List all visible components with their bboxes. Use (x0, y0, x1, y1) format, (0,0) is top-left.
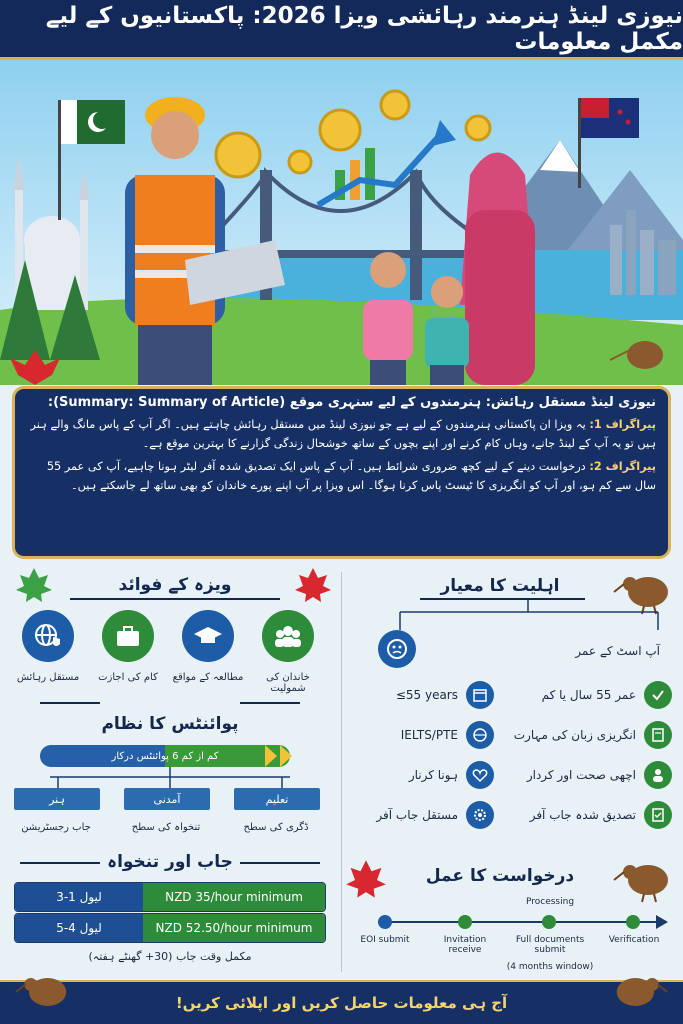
jobs-rule-left (20, 862, 100, 864)
process-step-label: Full documents submit (515, 935, 585, 955)
briefcase-icon (102, 610, 154, 662)
face-icon (378, 630, 416, 668)
page-title: نیوزی لینڈ ہنرمند رہائشی ویزا 2026: پاکستانیوں کے لیے مکمل معلومات (45, 2, 683, 55)
points-progress-bar (40, 745, 290, 767)
points-bar-text: کم از کم 6 پوائنٹس درکار (111, 750, 219, 762)
eligibility-connector (390, 600, 670, 630)
benefit-family (248, 610, 328, 694)
kiwi-bird-icon (613, 968, 669, 1016)
process-step-dot (626, 915, 640, 929)
criteria-row (358, 800, 672, 830)
benefit-work (88, 610, 168, 683)
maple-leaf-icon (14, 566, 54, 606)
kiwi-bird-icon (14, 968, 70, 1016)
graduation-cap-icon (182, 610, 234, 662)
process-step-label: Verification (608, 935, 660, 945)
process-window-note: (4 months window) (506, 962, 594, 972)
chevron-right-icon (265, 745, 277, 767)
points-rule-left (40, 702, 100, 704)
benefit-label: خاندان کی شمولیت (266, 672, 310, 694)
summary-title: نیوزی لینڈ مستقل رہائش: ہنرمندوں کے لیے سنہری موقع (Summary: Summary of Article): (47, 395, 656, 410)
points-box-education: تعلیم (234, 788, 320, 810)
jobs-heading: جاب اور تنخواہ (107, 852, 233, 872)
chevron-right-icon (280, 745, 292, 767)
process-heading: درخواست کا عمل (425, 866, 575, 886)
column-divider (341, 572, 342, 972)
benefits-heading: ویزہ کے فوائد (118, 575, 232, 595)
job-row (14, 913, 326, 943)
age-heading: آپ اسٹ کے عمر (575, 644, 660, 658)
paragraph-2-label: پیراگراف 2: (589, 460, 656, 473)
footer-bar (0, 980, 683, 1024)
job-salary: NZD 52.50/hour minimum (143, 914, 325, 942)
person-icon (644, 761, 672, 789)
paragraph-2-text: درخواست دینے کے لیے کچھ ضروری شرائط ہیں۔ آپ کے پاس ایک تصدیق شدہ آفر لیٹر ہونا چاہیے، آپ کی عمر 55 سال سے کم ہو، اور آپ کو انگریزی کا ٹیسٹ پاس کرنا ہوگا۔ اس ویزا پر آپ اپنے پورے خاندان کو بھی ساتھ لے جاسکتے ہیں۔ (46, 460, 656, 492)
benefit-label: کام کی اجازت (98, 672, 158, 683)
arrow-right-icon (656, 915, 668, 929)
benefit-study (168, 610, 248, 683)
paragraph-1-label: پیراگراف 1: (589, 418, 656, 431)
eligibility-heading: اہلیت کا معیار (440, 576, 560, 596)
criteria-row (358, 720, 672, 750)
criteria-value: مستقل جاب آفر (376, 808, 458, 822)
hero-illustration (0, 60, 683, 385)
globe-icon (466, 721, 494, 749)
clipboard-check-icon (644, 801, 672, 829)
criteria-label: عمر 55 سال یا کم (541, 688, 636, 702)
process-step-dot (542, 915, 556, 929)
jobs-note: مکمل وقت جاب (30+ گھنٹے ہفتہ) (88, 950, 252, 963)
points-connector (50, 767, 290, 789)
summary-paragraph-2 (27, 457, 656, 495)
globe-shield-icon (22, 610, 74, 662)
maple-leaf-icon (293, 566, 333, 606)
criteria-label: تصدیق شدہ جاب آفر (529, 808, 636, 822)
job-salary: NZD 35/hour minimum (143, 883, 325, 911)
calendar-icon (466, 681, 494, 709)
benefits-underline (70, 598, 280, 600)
points-sub-education: ڈگری کی سطح (243, 822, 309, 833)
footer-cta: آج ہی معلومات حاصل کریں اور اپلائی کریں! (175, 994, 508, 1012)
edit-document-icon (644, 721, 672, 749)
benefit-label: مستقل رہائش (16, 672, 80, 683)
criteria-row (358, 760, 672, 790)
process-step-dot (378, 915, 392, 929)
process-timeline (378, 921, 658, 923)
paragraph-1-text: یہ ویزا ان پاکستانی ہنرمندوں کے لیے ہے جو نیوزی لینڈ میں مستقل رہائش چاہتے ہیں۔ اگر آپ کے پاس مانگ والے ہنر ہیں تو یہ آپ کے لینڈ جانے، وہاں کام کرنے اور اپنے بچوں کے ساتھ خوشحال زندگی گزارنے کا بہترین موقع ہے۔ (30, 418, 656, 450)
points-box-skill: ہنر (14, 788, 100, 810)
maple-leaf-icon (344, 858, 388, 902)
process-step-dot (458, 915, 472, 929)
summary-box (12, 386, 671, 559)
job-level: لیول 1-3 (15, 883, 143, 911)
benefit-label: مطالعہ کے مواقع (172, 672, 244, 683)
heart-pulse-icon (466, 761, 494, 789)
points-rule-right (240, 702, 300, 704)
criteria-value: ہونا کرنار (408, 768, 458, 782)
criteria-label: انگریزی زبان کی مہارت (513, 728, 636, 742)
process-step-label: Invitation receive (443, 935, 487, 955)
kiwi-bird-icon (612, 856, 672, 904)
points-heading: پوائنٹس کا نظام (101, 714, 239, 734)
criteria-row (358, 680, 672, 710)
job-row (14, 882, 326, 912)
points-box-income: آمدنی (124, 788, 210, 810)
check-circle-icon (644, 681, 672, 709)
gear-icon (466, 801, 494, 829)
benefit-residence (8, 610, 88, 683)
process-step-label: EOI submit (360, 935, 410, 945)
criteria-value: ≤55 years (395, 688, 458, 702)
points-sub-skill: جاب رجسٹریشن (21, 822, 91, 833)
processing-label: Processing (525, 897, 575, 907)
job-level: لیول 4-5 (15, 914, 143, 942)
points-sub-income: تنخواہ کی سطح (131, 822, 201, 833)
header-bar (0, 0, 683, 60)
hero-scene (0, 60, 683, 385)
criteria-value: IELTS/PTE (400, 728, 458, 742)
family-icon (262, 610, 314, 662)
summary-paragraph-1 (27, 415, 656, 453)
jobs-rule-right (240, 862, 320, 864)
criteria-label: اچھی صحت اور کردار (526, 768, 636, 782)
